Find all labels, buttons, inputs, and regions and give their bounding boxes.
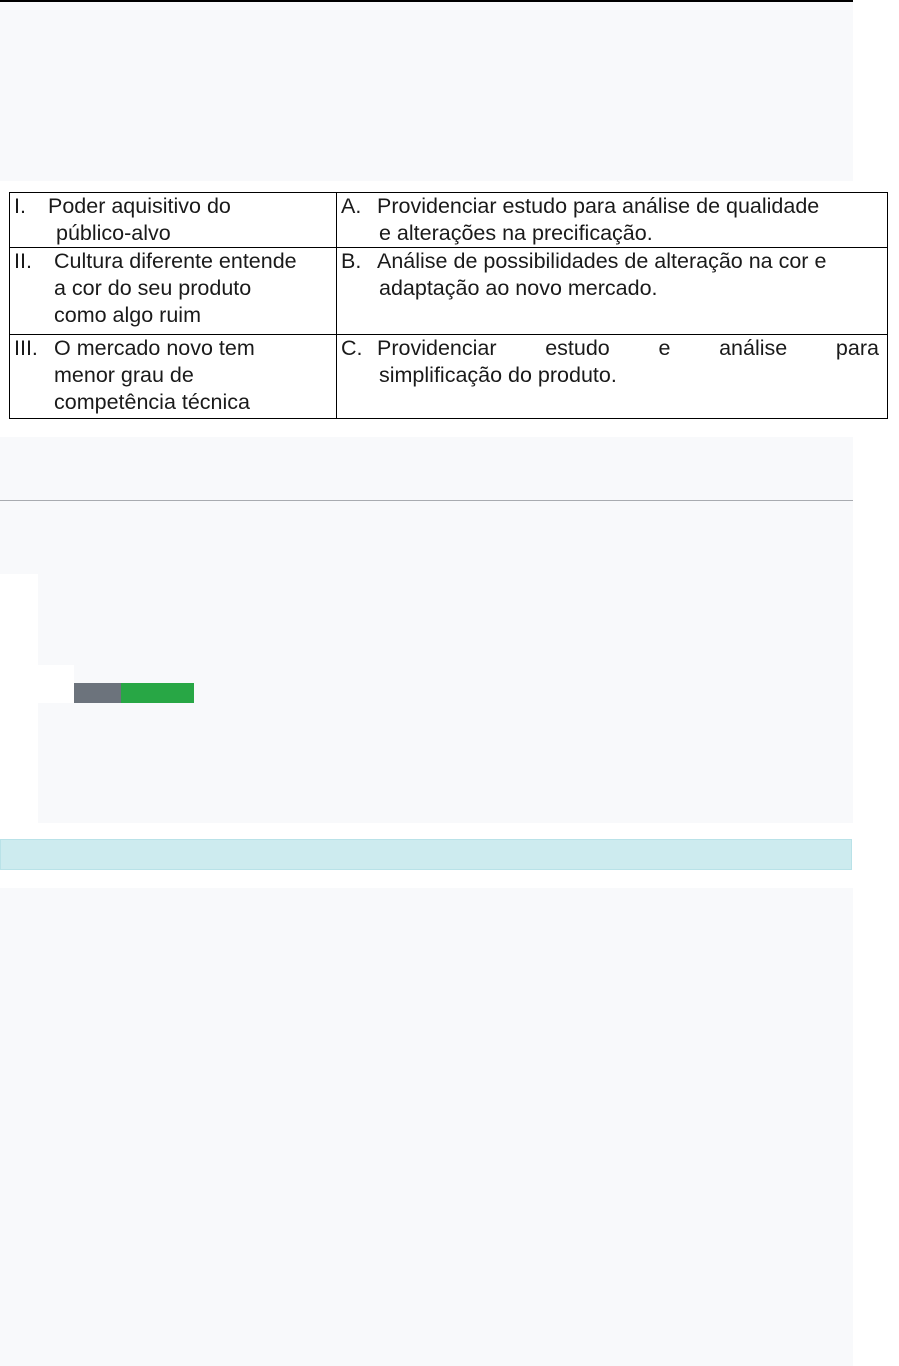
roman-marker: I. xyxy=(14,194,26,218)
roman-marker: II. xyxy=(14,249,32,273)
roman-marker: III. xyxy=(14,336,38,360)
letter-marker: C. xyxy=(341,336,363,360)
word: para xyxy=(835,336,879,360)
text-line: e alterações na precificação. xyxy=(379,221,653,245)
success-button[interactable] xyxy=(121,683,194,703)
right-text xyxy=(337,335,887,389)
matching-table xyxy=(9,192,888,419)
text-line: a cor do seu produto xyxy=(54,276,252,300)
text-line: competência técnica xyxy=(54,390,250,414)
left-text xyxy=(10,248,336,329)
answer-tab xyxy=(38,665,74,703)
letter-marker: B. xyxy=(341,249,362,273)
question-footer-panel xyxy=(0,437,853,500)
bottom-panel xyxy=(0,888,853,1366)
left-text xyxy=(10,193,336,247)
left-text xyxy=(10,335,336,416)
right-cell-b xyxy=(337,248,888,335)
left-cell-iii xyxy=(10,335,337,419)
right-text xyxy=(337,248,887,302)
info-alert-bar xyxy=(0,839,852,870)
text-line: público-alvo xyxy=(56,221,171,245)
text-line: Cultura diferente entende xyxy=(54,249,297,273)
answer-side-bar xyxy=(0,574,38,823)
text-line: Providenciar estudo para análise de qualidade xyxy=(377,194,820,218)
text-line: Análise de possibilidades de alteração na cor e xyxy=(377,249,827,273)
text-line: simplificação do produto. xyxy=(379,363,617,387)
text-line: adaptação ao novo mercado. xyxy=(379,276,658,300)
table-row xyxy=(10,193,888,248)
secondary-button[interactable] xyxy=(74,683,121,703)
text-line: Poder aquisitivo do xyxy=(48,194,231,218)
justified-line xyxy=(377,335,879,362)
letter-marker: A. xyxy=(341,194,362,218)
text-line: como algo ruim xyxy=(54,303,201,327)
left-cell-ii xyxy=(10,248,337,335)
question-header-panel xyxy=(0,2,853,181)
word: análise xyxy=(719,336,788,360)
text-line: menor grau de xyxy=(54,363,194,387)
left-cell-i xyxy=(10,193,337,248)
text-line: O mercado novo tem xyxy=(54,336,255,360)
answer-panel xyxy=(0,501,853,823)
word: e xyxy=(658,336,671,360)
right-cell-a xyxy=(337,193,888,248)
table-row xyxy=(10,248,888,335)
word: estudo xyxy=(545,336,610,360)
table-row xyxy=(10,335,888,419)
right-cell-c xyxy=(337,335,888,419)
right-text xyxy=(337,193,887,247)
word: Providenciar xyxy=(377,336,497,360)
